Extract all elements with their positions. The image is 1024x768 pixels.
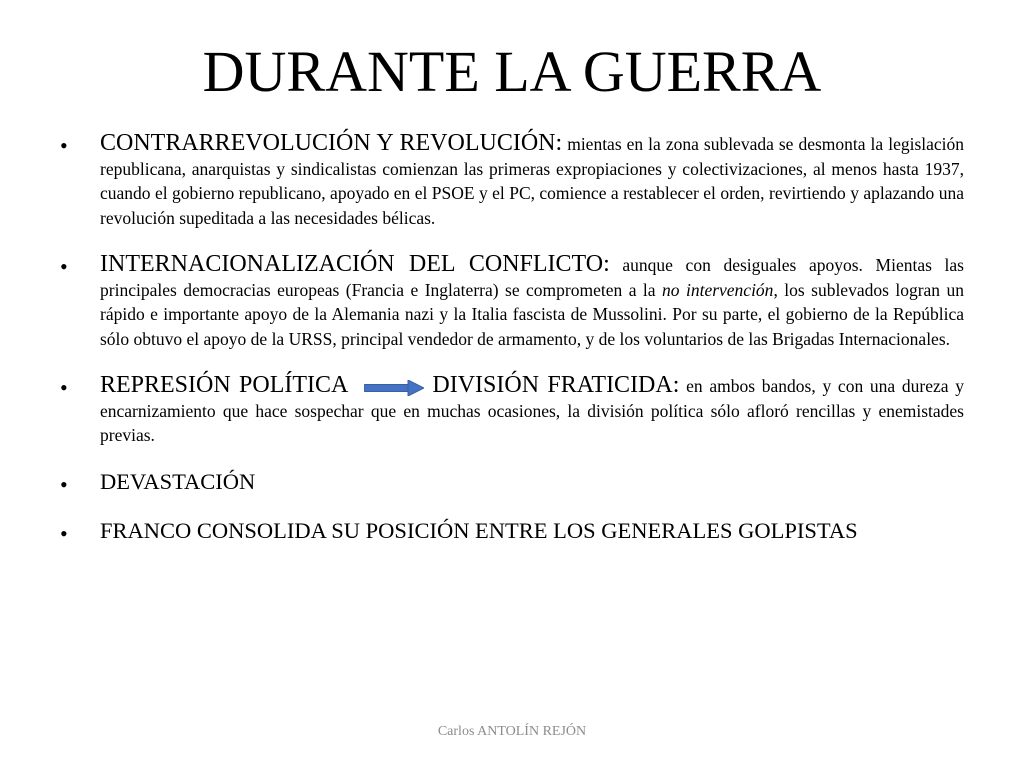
- bullet-body-rest: , los sublevados logran un rápido e importante apoyo de la Alemania nazi y la Italia fascista de Mussolini. Por su parte, el gobierno de la República sólo obtuvo el apoyo de la URSS, principal vendedor de armamento, y de los voluntarios de las Brigadas Internacionales.: [100, 279, 965, 349]
- bullet-list: [60, 131, 964, 545]
- bullet-heading-right: DIVISIÓN FRATICIDA:: [432, 372, 680, 398]
- bullet-devastacion: [60, 470, 964, 496]
- slide-title: DURANTE LA GUERRA: [202, 39, 822, 104]
- bullet-contrarrevolucion: [60, 131, 964, 230]
- bullet-body: mientas en la zona sublevada se desmonta la legislación republicana, anarquistas y sindicalistas comienzan las primeras expropiaciones y colectivizaciones, al menos hasta 1937, cuando el gobierno republicano, apoyado en el PSOE y el PC, comience a restablecer el orden, revirtiendo y aplazando una revolución supeditada a las necesidades bélicas.: [100, 134, 965, 228]
- bullet-dot-icon: •: [60, 471, 68, 497]
- bullet-franco: [60, 519, 964, 545]
- right-arrow-icon: [364, 380, 424, 396]
- bullet-internacionalizacion: [60, 252, 964, 351]
- bullet-heading: CONTRARREVOLUCIÓN Y REVOLUCIÓN:: [100, 130, 563, 156]
- bullet-heading: INTERNACIONALIZACIÓN DEL CONFLICTO:: [100, 251, 610, 277]
- slide-footer: Carlos ANTOLÍN REJÓN: [437, 724, 587, 739]
- bullet-heading-left: REPRESIÓN POLÍTICA: [100, 372, 349, 398]
- bullet-dot-icon: •: [60, 133, 68, 158]
- bullet-dot-icon: •: [60, 254, 68, 279]
- bullet-body-italic: no intervención: [662, 279, 774, 300]
- bullet-dot-icon: •: [60, 375, 68, 400]
- bullet-dot-icon: •: [60, 521, 68, 546]
- bullet-body: en ambos bandos, y con una dureza y encarnizamiento que hace sospechar que en muchas ocasiones, la división política sólo afloró rencillas y enemistades previas.: [100, 376, 965, 445]
- bullet-heading: DEVASTACIÓN: [100, 468, 256, 494]
- bullet-represion: [60, 373, 964, 448]
- bullet-body: aunque con desiguales apoyos. Mientas las principales democracias europeas (Francia e Inglaterra) se comprometen a la: [100, 255, 964, 300]
- bullet-heading: FRANCO CONSOLIDA SU POSICIÓN ENTRE LOS GENERALES GOLPISTAS: [100, 518, 858, 543]
